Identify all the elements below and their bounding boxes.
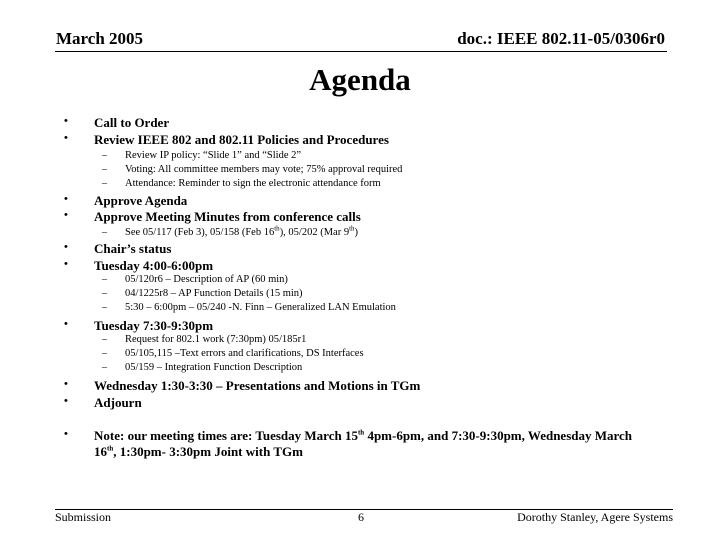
- sub-item-text: 5:30 – 6:00pm – 05/240 -N. Finn – Generalized LAN Emulation: [125, 302, 396, 313]
- dash: –: [102, 274, 107, 285]
- sub-item-text: 04/1225r8 – AP Function Details (15 min): [125, 288, 303, 299]
- item-text: Adjourn: [94, 395, 142, 410]
- dash: –: [102, 288, 107, 299]
- dash: –: [102, 227, 107, 238]
- bullet: •: [64, 258, 68, 270]
- dash: –: [102, 348, 107, 359]
- footer-submission: Submission: [55, 510, 112, 524]
- sub-item-text: See 05/117 (Feb 3), 05/158 (Feb 16th), 05/202 (Mar 9th): [125, 224, 359, 238]
- item-text: Tuesday 4:00-6:00pm: [94, 258, 214, 273]
- item-text: Review IEEE 802 and 802.11 Policies and Procedures: [94, 132, 389, 147]
- bullet: •: [64, 318, 68, 330]
- bullet: •: [64, 395, 68, 407]
- page-title: Agenda: [309, 62, 411, 97]
- item-text: Chair’s status: [94, 241, 172, 256]
- bullet: •: [64, 132, 68, 144]
- bullet: •: [64, 378, 68, 390]
- sub-item-text: Review IP policy: “Slide 1” and “Slide 2”: [125, 150, 302, 161]
- bullet: •: [64, 193, 68, 205]
- note-text: Note: our meeting times are: Tuesday March 15th 4pm-6pm, and 7:30-9:30pm, Wednesday March 16th, 1:30pm- 3:30pm Joint with TGm: [94, 428, 633, 459]
- sub-item-text: 05/105,115 –Text errors and clarifications, DS Interfaces: [125, 348, 364, 359]
- item-text: Tuesday 7:30-9:30pm: [94, 318, 214, 333]
- footer-page-number: 6: [358, 510, 364, 524]
- sub-item-text: Attendance: Reminder to sign the electronic attendance form: [125, 178, 381, 189]
- bullet: •: [64, 115, 68, 127]
- bullet: •: [64, 209, 68, 221]
- dash: –: [102, 302, 107, 313]
- dash: –: [102, 150, 107, 161]
- sub-item-text: 05/120r6 – Description of AP (60 min): [125, 274, 288, 285]
- item-text: Wednesday 1:30-3:30 – Presentations and Motions in TGm: [94, 378, 421, 393]
- bullet: •: [64, 241, 68, 253]
- bullet: •: [64, 428, 68, 440]
- dash: –: [102, 334, 107, 345]
- dash: –: [102, 178, 107, 189]
- item-text: Call to Order: [94, 115, 170, 130]
- sub-item-text: Request for 802.1 work (7:30pm) 05/185r1: [125, 334, 307, 345]
- dash: –: [102, 164, 107, 175]
- footer-author: Dorothy Stanley, Agere Systems: [517, 510, 673, 524]
- item-text: Approve Meeting Minutes from conference calls: [94, 209, 361, 224]
- sub-item-text: Voting: All committee members may vote; 75% approval required: [125, 164, 403, 175]
- item-text: Approve Agenda: [94, 193, 188, 208]
- header-date: March 2005: [56, 29, 144, 48]
- header-doc-id: doc.: IEEE 802.11-05/0306r0: [457, 29, 665, 48]
- dash: –: [102, 362, 107, 373]
- sub-item-text: 05/159 – Integration Function Description: [125, 362, 303, 373]
